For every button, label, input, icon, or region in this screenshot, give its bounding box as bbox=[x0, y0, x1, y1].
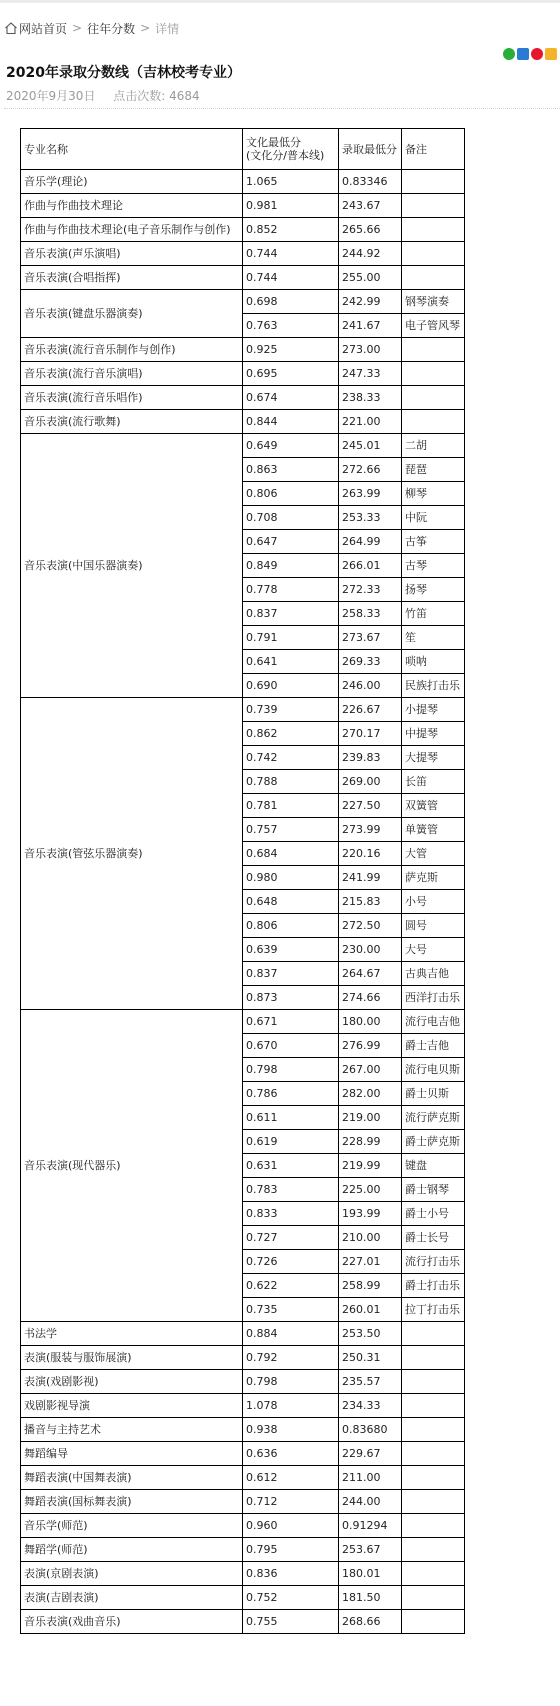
remark-cell: 二胡 bbox=[402, 434, 465, 458]
culture-score-cell: 0.792 bbox=[243, 1346, 339, 1370]
culture-score-cell: 0.648 bbox=[243, 890, 339, 914]
remark-cell: 双簧管 bbox=[402, 794, 465, 818]
culture-score-cell: 0.798 bbox=[243, 1370, 339, 1394]
header-remark: 备注 bbox=[402, 129, 465, 170]
culture-score-cell: 0.791 bbox=[243, 626, 339, 650]
remark-cell: 柳琴 bbox=[402, 482, 465, 506]
culture-score-cell: 0.844 bbox=[243, 410, 339, 434]
admission-score-cell: 273.00 bbox=[339, 338, 402, 362]
major-name-cell: 作曲与作曲技术理论 bbox=[21, 194, 243, 218]
header-min-culture-score-line: 文化最低分 bbox=[246, 136, 301, 149]
view-count-label: 点击次数: bbox=[113, 89, 166, 103]
admission-score-cell: 272.50 bbox=[339, 914, 402, 938]
table-row bbox=[21, 698, 465, 722]
major-name-cell: 音乐表演(键盘乐器演奏) bbox=[21, 290, 243, 338]
culture-score-cell: 0.695 bbox=[243, 362, 339, 386]
admission-score-cell: 253.33 bbox=[339, 506, 402, 530]
breadcrumb bbox=[4, 20, 179, 36]
admission-score-cell: 221.00 bbox=[339, 410, 402, 434]
remark-cell: 民族打击乐 bbox=[402, 674, 465, 698]
admission-score-cell: 215.83 bbox=[339, 890, 402, 914]
culture-score-cell: 0.742 bbox=[243, 746, 339, 770]
culture-score-cell: 0.786 bbox=[243, 1082, 339, 1106]
major-name-cell: 表演(京剧表演) bbox=[21, 1562, 243, 1586]
remark-cell bbox=[402, 386, 465, 410]
remark-cell bbox=[402, 1442, 465, 1466]
culture-score-cell: 0.698 bbox=[243, 290, 339, 314]
major-name-cell: 舞蹈表演(国标舞表演) bbox=[21, 1490, 243, 1514]
major-name-cell: 播音与主持艺术 bbox=[21, 1418, 243, 1442]
culture-score-cell: 0.763 bbox=[243, 314, 339, 338]
header-major: 专业名称 bbox=[21, 129, 243, 170]
culture-score-cell: 0.798 bbox=[243, 1058, 339, 1082]
culture-score-cell: 0.795 bbox=[243, 1538, 339, 1562]
remark-cell: 电子管风琴 bbox=[402, 314, 465, 338]
remark-cell bbox=[402, 1394, 465, 1418]
admission-score-cell: 230.00 bbox=[339, 938, 402, 962]
remark-cell bbox=[402, 1466, 465, 1490]
page-title: 2020年录取分数线（吉林校考专业） bbox=[6, 65, 241, 81]
view-count-value: 4684 bbox=[169, 89, 200, 103]
admission-score-cell: 229.67 bbox=[339, 1442, 402, 1466]
remark-cell bbox=[402, 1538, 465, 1562]
remark-cell: 古典吉他 bbox=[402, 962, 465, 986]
remark-cell: 流行萨克斯 bbox=[402, 1106, 465, 1130]
culture-score-cell: 0.649 bbox=[243, 434, 339, 458]
culture-score-cell: 0.744 bbox=[243, 266, 339, 290]
admission-score-cell: 226.67 bbox=[339, 698, 402, 722]
major-name-cell: 舞蹈表演(中国舞表演) bbox=[21, 1466, 243, 1490]
major-name-cell: 音乐学(师范) bbox=[21, 1514, 243, 1538]
admission-score-cell: 263.99 bbox=[339, 482, 402, 506]
culture-score-cell: 0.612 bbox=[243, 1466, 339, 1490]
remark-cell: 圆号 bbox=[402, 914, 465, 938]
remark-cell: 爵士小号 bbox=[402, 1202, 465, 1226]
table-row bbox=[21, 1442, 465, 1466]
major-name-cell: 表演(服装与服饰展演) bbox=[21, 1346, 243, 1370]
table-header-row bbox=[21, 129, 465, 170]
major-name-cell: 表演(吉剧表演) bbox=[21, 1586, 243, 1610]
breadcrumb-current: 详情 bbox=[155, 21, 180, 36]
remark-cell: 大号 bbox=[402, 938, 465, 962]
admission-score-cell: 272.33 bbox=[339, 578, 402, 602]
admission-score-cell: 244.00 bbox=[339, 1490, 402, 1514]
admission-score-cell: 253.50 bbox=[339, 1322, 402, 1346]
remark-cell: 古筝 bbox=[402, 530, 465, 554]
remark-cell: 小号 bbox=[402, 890, 465, 914]
wechat-icon[interactable] bbox=[503, 48, 515, 60]
header-min-culture-score bbox=[243, 129, 339, 170]
remark-cell: 唢呐 bbox=[402, 650, 465, 674]
culture-score-cell: 0.981 bbox=[243, 194, 339, 218]
remark-cell: 古琴 bbox=[402, 554, 465, 578]
table-row bbox=[21, 1418, 465, 1442]
table-row bbox=[21, 1538, 465, 1562]
remark-cell bbox=[402, 194, 465, 218]
culture-score-cell: 0.727 bbox=[243, 1226, 339, 1250]
culture-score-cell: 0.735 bbox=[243, 1298, 339, 1322]
culture-score-cell: 0.752 bbox=[243, 1586, 339, 1610]
remark-cell bbox=[402, 338, 465, 362]
culture-score-cell: 0.778 bbox=[243, 578, 339, 602]
culture-score-cell: 0.849 bbox=[243, 554, 339, 578]
admission-score-cell: 276.99 bbox=[339, 1034, 402, 1058]
table-row bbox=[21, 386, 465, 410]
remark-cell: 爵士长号 bbox=[402, 1226, 465, 1250]
major-name-cell: 音乐表演(现代器乐) bbox=[21, 1010, 243, 1322]
table-row bbox=[21, 1346, 465, 1370]
table-row bbox=[21, 218, 465, 242]
culture-score-cell: 0.712 bbox=[243, 1490, 339, 1514]
culture-score-cell: 0.873 bbox=[243, 986, 339, 1010]
admission-score-cell: 227.50 bbox=[339, 794, 402, 818]
major-name-cell: 书法学 bbox=[21, 1322, 243, 1346]
culture-score-cell: 0.726 bbox=[243, 1250, 339, 1274]
admission-score-cell: 220.16 bbox=[339, 842, 402, 866]
remark-cell: 爵士贝斯 bbox=[402, 1082, 465, 1106]
header-min-culture-score-line: (文化分/普本线) bbox=[246, 149, 325, 162]
table-row bbox=[21, 1610, 465, 1634]
remark-cell bbox=[402, 1418, 465, 1442]
remark-cell: 爵士打击乐 bbox=[402, 1274, 465, 1298]
culture-score-cell: 0.788 bbox=[243, 770, 339, 794]
culture-score-cell: 0.806 bbox=[243, 482, 339, 506]
admission-score-cell: 0.91294 bbox=[339, 1514, 402, 1538]
culture-score-cell: 0.757 bbox=[243, 818, 339, 842]
major-name-cell: 音乐表演(流行音乐制作与创作) bbox=[21, 338, 243, 362]
remark-cell bbox=[402, 1346, 465, 1370]
remark-cell: 爵士萨克斯 bbox=[402, 1130, 465, 1154]
table-row bbox=[21, 194, 465, 218]
remark-cell: 钢琴演奏 bbox=[402, 290, 465, 314]
table-row bbox=[21, 266, 465, 290]
remark-cell bbox=[402, 266, 465, 290]
admission-score-cell: 238.33 bbox=[339, 386, 402, 410]
admission-score-cell: 239.83 bbox=[339, 746, 402, 770]
admission-score-cell: 219.00 bbox=[339, 1106, 402, 1130]
breadcrumb-home-link[interactable]: 网站首页 bbox=[19, 21, 68, 36]
breadcrumb-separator: > bbox=[72, 21, 83, 35]
table-row bbox=[21, 290, 465, 314]
admission-score-cell: 246.00 bbox=[339, 674, 402, 698]
major-name-cell: 戏剧影视导演 bbox=[21, 1394, 243, 1418]
culture-score-cell: 0.836 bbox=[243, 1562, 339, 1586]
remark-cell: 笙 bbox=[402, 626, 465, 650]
table-row bbox=[21, 1322, 465, 1346]
table-row bbox=[21, 1562, 465, 1586]
share-icons bbox=[503, 48, 557, 60]
table-row bbox=[21, 1490, 465, 1514]
admission-score-cell: 228.99 bbox=[339, 1130, 402, 1154]
remark-cell: 大管 bbox=[402, 842, 465, 866]
remark-cell bbox=[402, 1610, 465, 1634]
header-min-admission-score: 录取最低分 bbox=[339, 129, 402, 170]
culture-score-cell: 0.781 bbox=[243, 794, 339, 818]
culture-score-cell: 0.837 bbox=[243, 602, 339, 626]
culture-score-cell: 0.631 bbox=[243, 1154, 339, 1178]
admission-score-cell: 193.99 bbox=[339, 1202, 402, 1226]
admission-score-cell: 250.31 bbox=[339, 1346, 402, 1370]
culture-score-cell: 0.852 bbox=[243, 218, 339, 242]
remark-cell: 扬琴 bbox=[402, 578, 465, 602]
publish-date: 2020年9月30日 bbox=[6, 89, 96, 103]
admission-score-cell: 180.00 bbox=[339, 1010, 402, 1034]
table-row bbox=[21, 362, 465, 386]
admission-score-cell: 270.17 bbox=[339, 722, 402, 746]
major-name-cell: 音乐表演(管弦乐器演奏) bbox=[21, 698, 243, 1010]
major-name-cell: 音乐表演(流行音乐演唱) bbox=[21, 362, 243, 386]
qzone-icon[interactable] bbox=[545, 48, 557, 60]
culture-score-cell: 0.755 bbox=[243, 1610, 339, 1634]
remark-cell bbox=[402, 362, 465, 386]
admission-score-cell: 181.50 bbox=[339, 1586, 402, 1610]
breadcrumb-separator: > bbox=[140, 21, 151, 35]
admission-score-cell: 273.67 bbox=[339, 626, 402, 650]
view-count bbox=[113, 89, 199, 103]
admission-score-cell: 247.33 bbox=[339, 362, 402, 386]
table-body bbox=[21, 170, 465, 1634]
admission-score-cell: 241.67 bbox=[339, 314, 402, 338]
remark-cell: 西洋打击乐 bbox=[402, 986, 465, 1010]
remark-cell: 萨克斯 bbox=[402, 866, 465, 890]
major-name-cell: 音乐表演(中国乐器演奏) bbox=[21, 434, 243, 698]
admission-score-cell: 211.00 bbox=[339, 1466, 402, 1490]
admission-score-cell: 241.99 bbox=[339, 866, 402, 890]
remark-cell: 竹笛 bbox=[402, 602, 465, 626]
remark-cell bbox=[402, 1514, 465, 1538]
major-name-cell: 音乐表演(合唱指挥) bbox=[21, 266, 243, 290]
admission-score-cell: 180.01 bbox=[339, 1562, 402, 1586]
remark-cell: 中提琴 bbox=[402, 722, 465, 746]
major-name-cell: 音乐表演(戏曲音乐) bbox=[21, 1610, 243, 1634]
remark-cell bbox=[402, 1490, 465, 1514]
culture-score-cell: 0.862 bbox=[243, 722, 339, 746]
table-row bbox=[21, 434, 465, 458]
culture-score-cell: 0.980 bbox=[243, 866, 339, 890]
culture-score-cell: 0.833 bbox=[243, 1202, 339, 1226]
remark-cell: 爵士吉他 bbox=[402, 1034, 465, 1058]
culture-score-cell: 0.622 bbox=[243, 1274, 339, 1298]
admission-score-cell: 225.00 bbox=[339, 1178, 402, 1202]
remark-cell: 流行电吉他 bbox=[402, 1010, 465, 1034]
admission-score-cell: 269.33 bbox=[339, 650, 402, 674]
table-row bbox=[21, 338, 465, 362]
culture-score-cell: 1.078 bbox=[243, 1394, 339, 1418]
admission-score-cell: 266.01 bbox=[339, 554, 402, 578]
admission-score-cell: 244.92 bbox=[339, 242, 402, 266]
culture-score-cell: 0.647 bbox=[243, 530, 339, 554]
culture-score-cell: 1.065 bbox=[243, 170, 339, 194]
admission-score-cell: 273.99 bbox=[339, 818, 402, 842]
admission-score-cell: 258.99 bbox=[339, 1274, 402, 1298]
top-border bbox=[0, 0, 560, 3]
article-meta bbox=[6, 87, 200, 104]
divider bbox=[4, 108, 560, 109]
breadcrumb-history-link[interactable]: 往年分数 bbox=[87, 21, 136, 36]
remark-cell bbox=[402, 410, 465, 434]
culture-score-cell: 0.744 bbox=[243, 242, 339, 266]
culture-score-cell: 0.960 bbox=[243, 1514, 339, 1538]
remark-cell: 长笛 bbox=[402, 770, 465, 794]
culture-score-cell: 0.708 bbox=[243, 506, 339, 530]
remark-cell: 拉丁打击乐 bbox=[402, 1298, 465, 1322]
admission-score-cell: 234.33 bbox=[339, 1394, 402, 1418]
remark-cell: 流行电贝斯 bbox=[402, 1058, 465, 1082]
admission-score-cell: 242.99 bbox=[339, 290, 402, 314]
major-name-cell: 舞蹈学(师范) bbox=[21, 1538, 243, 1562]
admission-score-cell: 0.83680 bbox=[339, 1418, 402, 1442]
remark-cell: 中阮 bbox=[402, 506, 465, 530]
major-name-cell: 音乐表演(声乐演唱) bbox=[21, 242, 243, 266]
admission-score-cell: 264.99 bbox=[339, 530, 402, 554]
culture-score-cell: 0.938 bbox=[243, 1418, 339, 1442]
table-row bbox=[21, 1586, 465, 1610]
weibo-icon[interactable] bbox=[531, 48, 543, 60]
culture-score-cell: 0.611 bbox=[243, 1106, 339, 1130]
admission-score-cell: 260.01 bbox=[339, 1298, 402, 1322]
table-row bbox=[21, 1394, 465, 1418]
remark-cell: 小提琴 bbox=[402, 698, 465, 722]
table-row bbox=[21, 410, 465, 434]
admission-score-cell: 245.01 bbox=[339, 434, 402, 458]
major-name-cell: 音乐学(理论) bbox=[21, 170, 243, 194]
remark-cell: 键盘 bbox=[402, 1154, 465, 1178]
remark-cell bbox=[402, 1322, 465, 1346]
admission-score-cell: 243.67 bbox=[339, 194, 402, 218]
culture-score-cell: 0.806 bbox=[243, 914, 339, 938]
table-row bbox=[21, 170, 465, 194]
admission-score-cell: 227.01 bbox=[339, 1250, 402, 1274]
admission-score-cell: 0.83346 bbox=[339, 170, 402, 194]
culture-score-cell: 0.884 bbox=[243, 1322, 339, 1346]
culture-score-cell: 0.690 bbox=[243, 674, 339, 698]
culture-score-cell: 0.671 bbox=[243, 1010, 339, 1034]
culture-score-cell: 0.925 bbox=[243, 338, 339, 362]
culture-score-cell: 0.636 bbox=[243, 1442, 339, 1466]
remark-cell bbox=[402, 170, 465, 194]
admission-score-cell: 255.00 bbox=[339, 266, 402, 290]
remark-cell bbox=[402, 1562, 465, 1586]
table-row bbox=[21, 1514, 465, 1538]
remark-cell: 琵琶 bbox=[402, 458, 465, 482]
remark-cell: 大提琴 bbox=[402, 746, 465, 770]
table-row bbox=[21, 1010, 465, 1034]
culture-score-cell: 0.619 bbox=[243, 1130, 339, 1154]
remark-cell bbox=[402, 1586, 465, 1610]
admission-score-cell: 274.66 bbox=[339, 986, 402, 1010]
admission-score-cell: 219.99 bbox=[339, 1154, 402, 1178]
remark-cell: 爵士钢琴 bbox=[402, 1178, 465, 1202]
culture-score-cell: 0.639 bbox=[243, 938, 339, 962]
remark-cell bbox=[402, 1370, 465, 1394]
remark-cell: 单簧管 bbox=[402, 818, 465, 842]
admission-scores-table bbox=[20, 128, 465, 1634]
table-row bbox=[21, 1370, 465, 1394]
major-name-cell: 表演(戏剧影视) bbox=[21, 1370, 243, 1394]
table-row bbox=[21, 1466, 465, 1490]
culture-score-cell: 0.783 bbox=[243, 1178, 339, 1202]
major-name-cell: 舞蹈编导 bbox=[21, 1442, 243, 1466]
culture-score-cell: 0.641 bbox=[243, 650, 339, 674]
culture-score-cell: 0.739 bbox=[243, 698, 339, 722]
admission-score-cell: 268.66 bbox=[339, 1610, 402, 1634]
culture-score-cell: 0.863 bbox=[243, 458, 339, 482]
admission-score-cell: 253.67 bbox=[339, 1538, 402, 1562]
admission-score-cell: 267.00 bbox=[339, 1058, 402, 1082]
remark-cell bbox=[402, 242, 465, 266]
admission-score-cell: 269.00 bbox=[339, 770, 402, 794]
culture-score-cell: 0.684 bbox=[243, 842, 339, 866]
admission-score-cell: 210.00 bbox=[339, 1226, 402, 1250]
major-name-cell: 音乐表演(流行歌舞) bbox=[21, 410, 243, 434]
admission-score-cell: 272.66 bbox=[339, 458, 402, 482]
table-row bbox=[21, 242, 465, 266]
remark-cell bbox=[402, 218, 465, 242]
admission-score-cell: 282.00 bbox=[339, 1082, 402, 1106]
qq-icon[interactable] bbox=[517, 48, 529, 60]
major-name-cell: 音乐表演(流行音乐唱作) bbox=[21, 386, 243, 410]
remark-cell: 流行打击乐 bbox=[402, 1250, 465, 1274]
culture-score-cell: 0.670 bbox=[243, 1034, 339, 1058]
home-icon[interactable] bbox=[4, 21, 18, 35]
major-name-cell: 作曲与作曲技术理论(电子音乐制作与创作) bbox=[21, 218, 243, 242]
admission-score-cell: 235.57 bbox=[339, 1370, 402, 1394]
admission-score-cell: 264.67 bbox=[339, 962, 402, 986]
culture-score-cell: 0.674 bbox=[243, 386, 339, 410]
admission-score-cell: 265.66 bbox=[339, 218, 402, 242]
culture-score-cell: 0.837 bbox=[243, 962, 339, 986]
admission-score-cell: 258.33 bbox=[339, 602, 402, 626]
